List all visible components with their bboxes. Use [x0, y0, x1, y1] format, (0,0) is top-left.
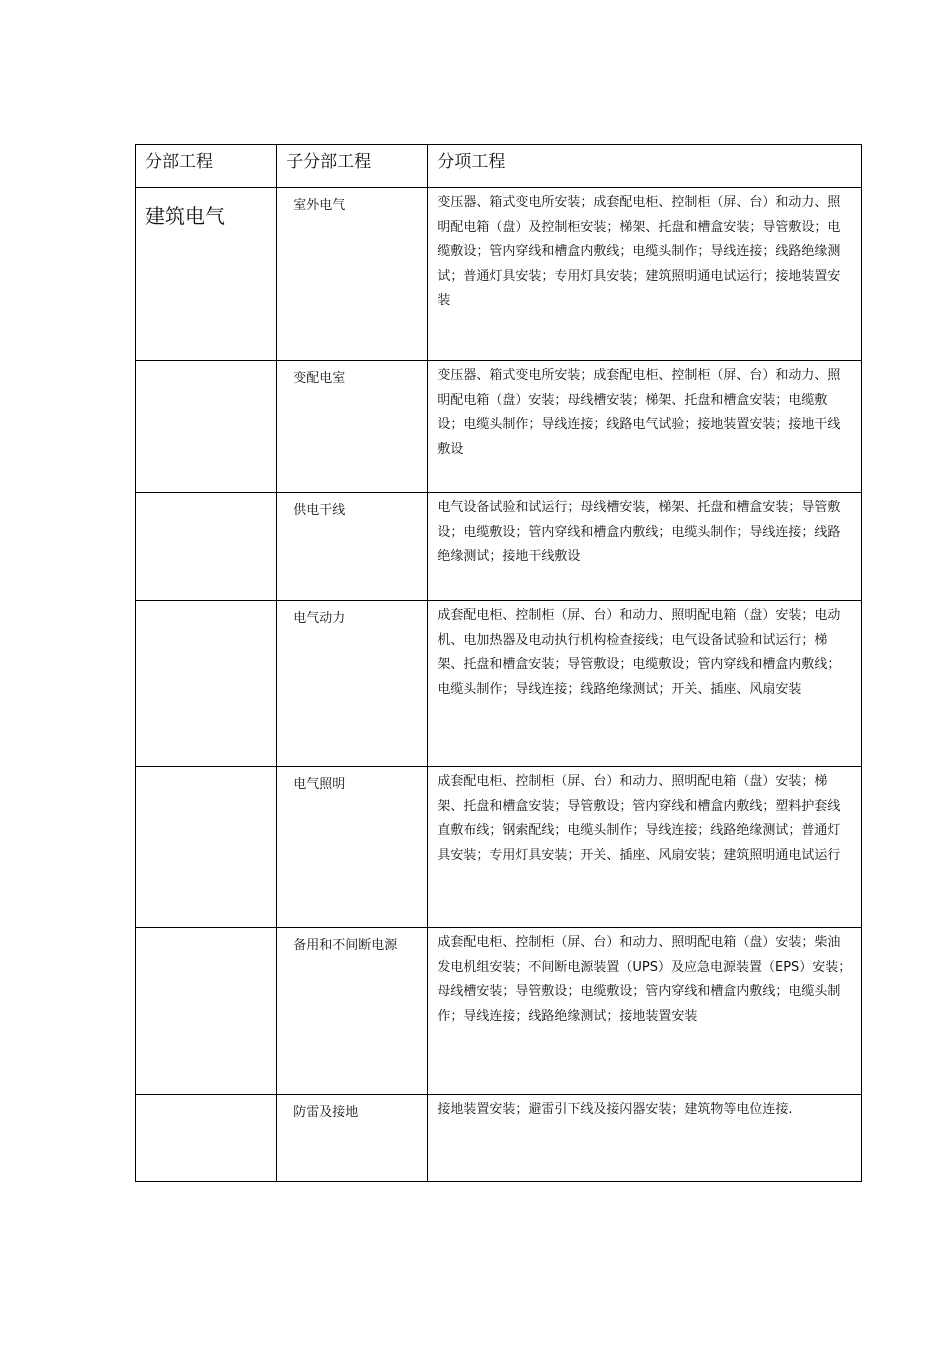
item-list: 电气设备试验和试运行；母线槽安装，梯架、托盘和槽盒安装；导管敷设；电缆敷设；管内穿线和槽盒内敷线；电缆头制作；导线连接；线路绝缘测试；接地干线敷设: [428, 493, 862, 601]
subdivision-name: 室外电气: [277, 188, 428, 361]
subdivision-name: 变配电室: [277, 361, 428, 493]
table-row: [136, 188, 862, 361]
subdivision-name: 备用和不间断电源: [277, 928, 428, 1095]
header-items: 分项工程: [428, 145, 862, 188]
item-list: 成套配电柜、控制柜（屏、台）和动力、照明配电箱（盘）安装；梯架、托盘和槽盒安装；导管敷设；管内穿线和槽盒内敷线；塑料护套线直敷布线；钢索配线；电缆头制作；导线连接；线路绝缘测试；普通灯具安装；专用灯具安装；开关、插座、风扇安装；建筑照明通电试运行: [428, 767, 862, 928]
header-subdivision: 子分部工程: [277, 145, 428, 188]
item-list: 变压器、箱式变电所安装；成套配电柜、控制柜（屏、台）和动力、照明配电箱（盘）安装；母线槽安装；梯架、托盘和槽盒安装；电缆敷设；电缆头制作；导线连接；线路电气试验；接地装置安装；接地干线敷设: [428, 361, 862, 493]
item-list: 接地装置安装；避雷引下线及接闪器安装；建筑物等电位连接.: [428, 1095, 862, 1182]
division-cell-empty: [136, 767, 277, 928]
table-header-row: [136, 145, 862, 188]
item-list: 成套配电柜、控制柜（屏、台）和动力、照明配电箱（盘）安装；柴油发电机组安装；不间断电源装置（UPS）及应急电源装置（EPS）安装；母线槽安装；导管敷设；电缆敷设；管内穿线和槽盒内敷线；电缆头制作；导线连接；线路绝缘测试；接地装置安装: [428, 928, 862, 1095]
division-cell-empty: [136, 493, 277, 601]
division-cell-empty: [136, 928, 277, 1095]
division-name: 建筑电气: [136, 188, 277, 361]
division-cell-empty: [136, 601, 277, 767]
table-row: [136, 361, 862, 493]
table-row: [136, 1095, 862, 1182]
subdivision-name: 防雷及接地: [277, 1095, 428, 1182]
subdivision-name: 电气照明: [277, 767, 428, 928]
table-row: [136, 601, 862, 767]
division-cell-empty: [136, 1095, 277, 1182]
item-list: 变压器、箱式变电所安装；成套配电柜、控制柜（屏、台）和动力、照明配电箱（盘）及控制柜安装；梯架、托盘和槽盒安装；导管敷设；电缆敷设；管内穿线和槽盒内敷线；电缆头制作；导线连接；线路绝缘测试；普通灯具安装；专用灯具安装；建筑照明通电试运行；接地装置安装: [428, 188, 862, 361]
table-row: [136, 928, 862, 1095]
subdivision-table: [135, 144, 862, 1182]
division-cell-empty: [136, 361, 277, 493]
header-division: 分部工程: [136, 145, 277, 188]
table-row: [136, 493, 862, 601]
item-list: 成套配电柜、控制柜（屏、台）和动力、照明配电箱（盘）安装；电动机、电加热器及电动执行机构检查接线；电气设备试验和试运行；梯架、托盘和槽盒安装；导管敷设；电缆敷设；管内穿线和槽盒内敷线；电缆头制作；导线连接；线路绝缘测试；开关、插座、风扇安装: [428, 601, 862, 767]
subdivision-name: 电气动力: [277, 601, 428, 767]
subdivision-name: 供电干线: [277, 493, 428, 601]
table-row: [136, 767, 862, 928]
